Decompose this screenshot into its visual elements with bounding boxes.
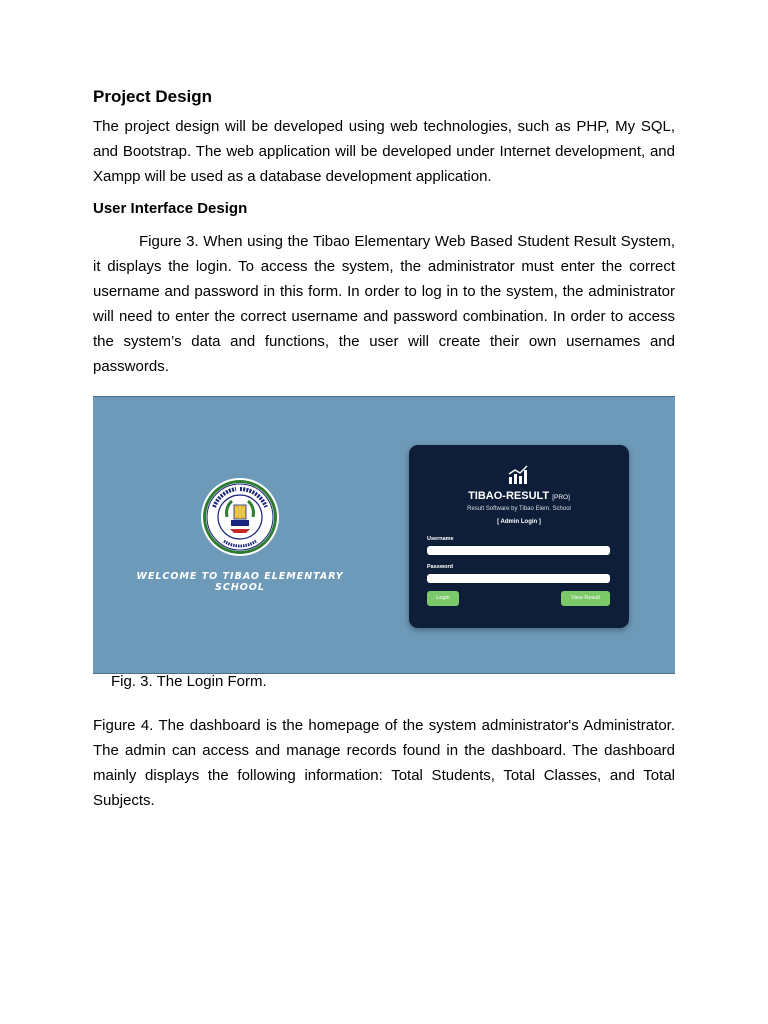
password-label: Password <box>427 564 453 570</box>
view-result-button[interactable]: View Result <box>561 591 610 606</box>
brand-title <box>409 489 629 505</box>
welcome-text: WELCOME TO TIBAO ELEMENTARY SCHOOL <box>136 571 344 593</box>
section-title: Project Design <box>93 87 213 106</box>
brand-tagline: Result Software by Tibao Elem. School <box>467 506 571 512</box>
login-button[interactable]: Login <box>427 591 459 606</box>
document-body <box>93 84 675 379</box>
school-seal-icon <box>200 477 280 557</box>
bar-chart-icon <box>507 465 529 485</box>
figure3-paragraph: Figure 3. When using the Tibao Elementary Web Based Student Result System, it displays the login. To access the system, the administrator must enter the correct username and password in this form. In order to log in to the system, the administrator will need to enter the correct username and password combination. In order to access the system’s data and functions, the user will create their own usernames and passwords. <box>93 233 675 375</box>
figure-caption: Fig. 3. The Login Form. <box>111 673 267 690</box>
password-input[interactable] <box>427 574 610 583</box>
username-input[interactable] <box>427 546 610 555</box>
admin-login-label: [ Admin Login ] <box>497 519 541 525</box>
brand-name: TIBAO-RESULT <box>468 490 550 502</box>
brand-suffix: [PRO] <box>552 494 570 501</box>
username-label: Username <box>427 536 454 542</box>
intro-paragraph: The project design will be developed using web technologies, such as PHP, My SQL, and Bootstrap. The web application will be developed under Internet development, and Xampp will be used as a database development application. <box>93 118 675 185</box>
dashboard-section <box>93 713 675 813</box>
login-card <box>409 445 629 628</box>
subsection-title: User Interface Design <box>93 200 248 217</box>
login-form-screenshot <box>93 396 675 674</box>
figure4-paragraph: Figure 4. The dashboard is the homepage of the system administrator's Administrator. The admin can access and manage records found in the dashboard. The dashboard mainly displays the following information: Total Students, Total Classes, and Total Subjects. <box>93 717 675 809</box>
